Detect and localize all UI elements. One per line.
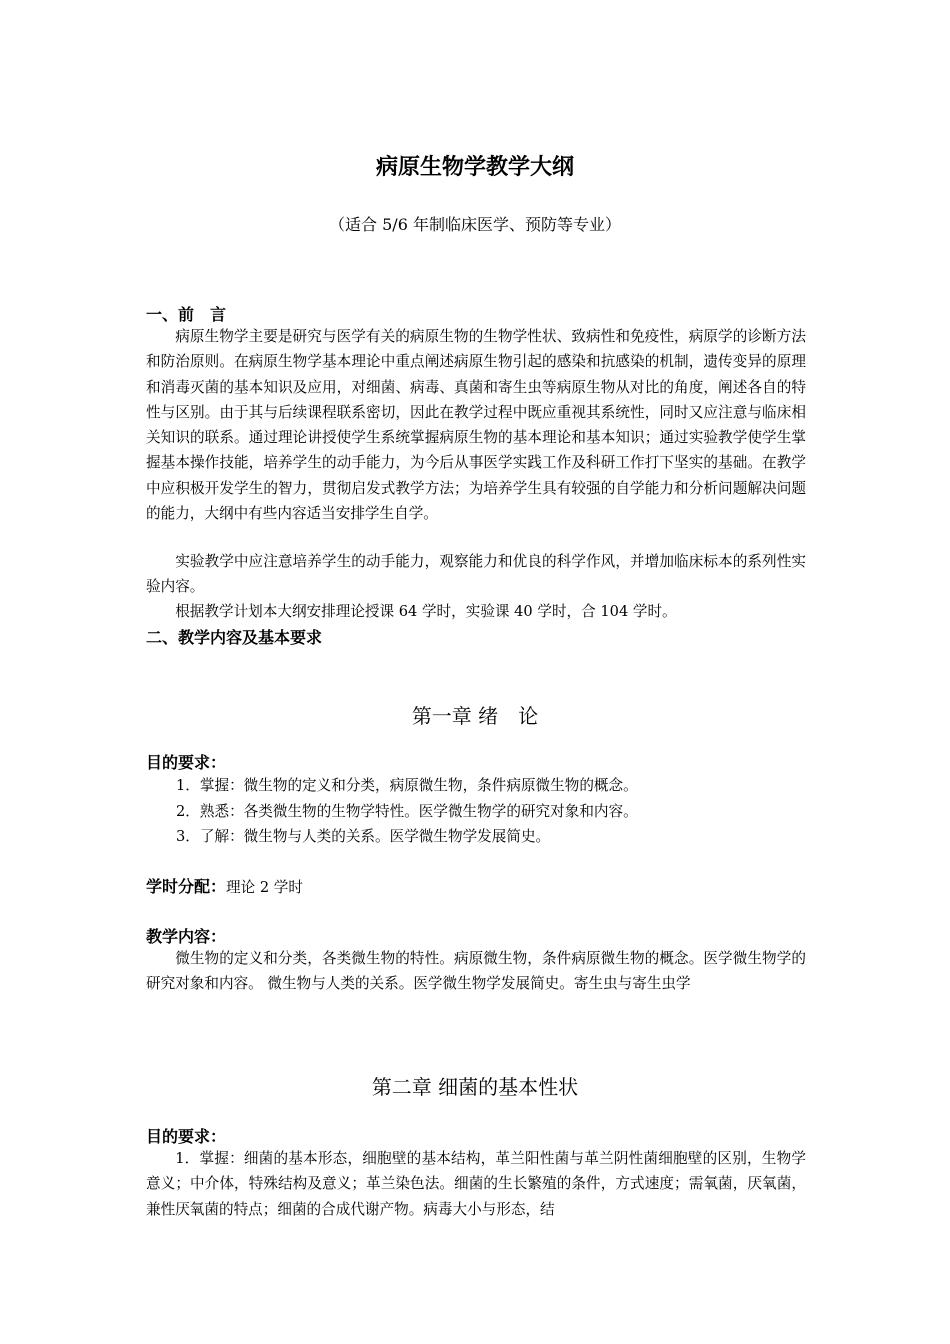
chapter-1-hours (146, 874, 303, 897)
chapter-1-goal-2: 2．熟悉：各类微生物的生物学特性。医学微生物学的研究对象和内容。 (176, 803, 638, 820)
chapter-2-goal-1: 1．掌握：细菌的基本形态，细胞壁的基本结构，革兰阳性菌与革兰阴性菌细胞壁的区别，生物学意义；中介体，特殊结构及意义；革兰染色法。细菌的生长繁殖的条件，方式速度；需氧菌，厌氧菌，兼性厌氧菌的特点；细菌的合成代谢产物。病毒大小与形态，结 (146, 1150, 806, 1218)
preface-paragraph-3: 根据教学计划本大纲安排理论授课 64 学时，实验课 40 学时，合 104 学时。 (175, 603, 677, 620)
section-heading-content: 二、教学内容及基本要求 (146, 628, 323, 647)
chapter-1-goal-3: 3．了解：微生物与人类的关系。医学微生物学发展简史。 (176, 828, 551, 845)
chapter-1-content-label: 教学内容： (146, 927, 227, 946)
chapter-1-hours-label: 学时分配： (146, 877, 227, 896)
chapter-2-goals-label: 目的要求： (146, 1127, 227, 1146)
chapter-1-goals-label: 目的要求： (146, 753, 227, 772)
document-title: 病原生物学教学大纲 (375, 155, 574, 180)
chapter-2-title: 第二章 细菌的基本性状 (371, 1075, 579, 1099)
document-subtitle: （适合 5/6 年制临床医学、预防等专业） (329, 215, 621, 234)
preface-paragraph-2: 实验教学中应注意培养学生的动手能力，观察能力和优良的科学作风，并增加临床标本的系列性实验内容。 (146, 553, 806, 596)
preface-paragraph-1: 病原生物学主要是研究与医学有关的病原生物的生物学性状、致病性和免疫性，病原学的诊断方法和防治原则。在病原生物学基本理论中重点阐述病原生物引起的感染和抗感染的机制，遗传变异的原理和消毒灭菌的基本知识及应用，对细菌、病毒、真菌和寄生虫等病原生物从对比的角度，阐述各自的特性与区别。由于其与后续课程联系密切，因此在教学过程中既应重视其系统性，同时又应注意与临床相关知识的联系。通过理论讲授使学生系统掌握病原生物的基本理论和基本知识；通过实验教学使学生掌握基本操作技能，培养学生的动手能力，为今后从事医学实践工作及科研工作打下坚实的基础。在教学中应积极开发学生的智力，贯彻启发式教学方法；为培养学生具有较强的自学能力和分析问题解决问题的能力，大纲中有些内容适当安排学生自学。 (146, 328, 806, 523)
chapter-1-goal-1: 1．掌握：微生物的定义和分类，病原微生物，条件病原微生物的概念。 (176, 777, 638, 794)
chapter-1-title: 第一章 绪 论 (411, 704, 539, 728)
chapter-1-content: 微生物的定义和分类，各类微生物的特性。病原微生物，条件病原微生物的概念。医学微生物学的研究对象和内容。 微生物与人类的关系。医学微生物学发展简史。寄生虫与寄生虫学 (146, 950, 806, 993)
chapter-1-hours-value: 理论 2 学时 (226, 879, 303, 896)
section-heading-preface: 一、前 言 (146, 305, 227, 324)
